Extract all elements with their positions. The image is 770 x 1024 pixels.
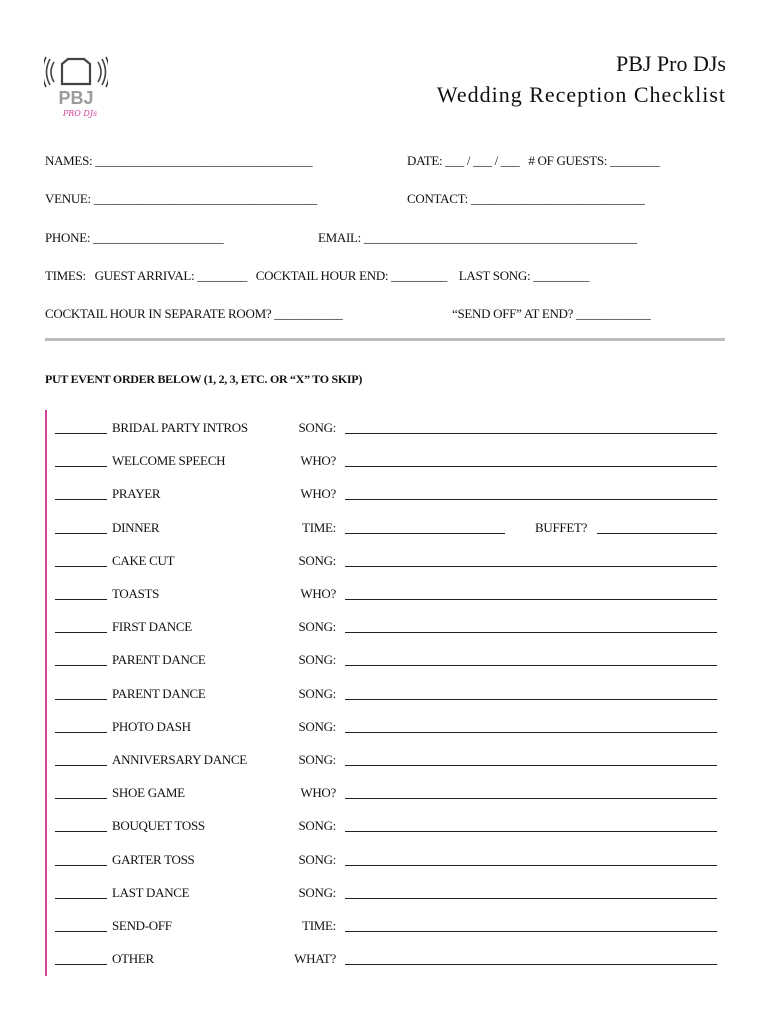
event-name: PARENT DANCE bbox=[112, 652, 206, 668]
table-row bbox=[55, 719, 717, 739]
date-guests-field[interactable]: DATE: ___ / ___ / ___ # OF GUESTS: ________ bbox=[407, 153, 660, 168]
event-order-instructions: PUT EVENT ORDER BELOW (1, 2, 3, ETC. OR “X” TO SKIP) bbox=[45, 372, 363, 386]
contact-field[interactable]: CONTACT: ____________________________ bbox=[407, 191, 645, 206]
email-field[interactable]: EMAIL: ____________________________________________ bbox=[318, 230, 637, 245]
order-input[interactable] bbox=[55, 466, 107, 467]
document-title: Wedding Reception Checklist bbox=[436, 82, 726, 107]
order-input[interactable] bbox=[55, 599, 107, 600]
event-name: FIRST DANCE bbox=[112, 619, 192, 635]
table-row bbox=[55, 752, 717, 772]
brand-name: PBJ Pro DJs bbox=[615, 51, 726, 76]
times-field[interactable]: TIMES: GUEST ARRIVAL: ________ COCKTAIL HOUR END: _________ LAST SONG: _________ bbox=[45, 268, 590, 283]
event-field-label: SONG: bbox=[298, 619, 336, 635]
event-field-label: TIME: bbox=[302, 519, 336, 535]
event-field-input[interactable] bbox=[345, 831, 717, 832]
event-field-input[interactable] bbox=[345, 931, 717, 932]
order-input[interactable] bbox=[55, 566, 107, 567]
event-field-input[interactable] bbox=[345, 765, 717, 766]
table-row bbox=[55, 520, 717, 540]
event-field-input[interactable] bbox=[345, 865, 717, 866]
event-field-label: SONG: bbox=[298, 818, 336, 834]
event-name: DINNER bbox=[112, 519, 160, 535]
order-input[interactable] bbox=[55, 931, 107, 932]
event-name: BRIDAL PARTY INTROS bbox=[112, 420, 248, 435]
table-row bbox=[55, 619, 717, 639]
table-row bbox=[55, 885, 717, 905]
event-field-label: WHO? bbox=[300, 785, 336, 801]
table-row bbox=[55, 852, 717, 872]
order-input[interactable] bbox=[55, 865, 107, 866]
event-field-label: SONG: bbox=[298, 685, 336, 701]
table-row bbox=[55, 453, 717, 473]
order-input[interactable] bbox=[55, 964, 107, 965]
event-field-label: SONG: bbox=[298, 752, 336, 767]
event-field-input[interactable] bbox=[345, 599, 717, 600]
event-field-input[interactable] bbox=[345, 699, 717, 700]
event-field-input[interactable] bbox=[345, 433, 717, 434]
svg-text:PRO DJs: PRO DJs bbox=[62, 109, 98, 118]
event-name: GARTER TOSS bbox=[112, 851, 195, 867]
event-name: BOUQUET TOSS bbox=[112, 818, 205, 834]
event-field-label: WHO? bbox=[300, 486, 336, 502]
event-name: SHOE GAME bbox=[112, 785, 185, 801]
order-input[interactable] bbox=[55, 632, 107, 633]
event-name: OTHER bbox=[112, 951, 154, 967]
event-field-input[interactable] bbox=[345, 566, 717, 567]
event-name: PHOTO DASH bbox=[112, 718, 191, 734]
event-name: CAKE CUT bbox=[112, 552, 175, 568]
venue-field[interactable]: VENUE: ____________________________________ bbox=[45, 191, 318, 206]
event-name: WELCOME SPEECH bbox=[112, 453, 226, 469]
send-off-field[interactable]: “SEND OFF” AT END? ____________ bbox=[452, 306, 651, 321]
event-field-label: SONG: bbox=[298, 420, 336, 435]
event-field-label: TIME: bbox=[302, 918, 336, 933]
names-field[interactable]: NAMES: ___________________________________ bbox=[45, 153, 313, 168]
table-row bbox=[55, 586, 717, 606]
table-row bbox=[55, 553, 717, 573]
section-divider bbox=[45, 338, 725, 341]
table-row bbox=[55, 818, 717, 838]
order-input[interactable] bbox=[55, 499, 107, 500]
event-name: TOASTS bbox=[112, 586, 160, 601]
event-name: LAST DANCE bbox=[112, 884, 190, 900]
table-row bbox=[55, 486, 717, 506]
event-name: ANNIVERSARY DANCE bbox=[112, 752, 247, 767]
order-input[interactable] bbox=[55, 798, 107, 799]
buffet-label: BUFFET? bbox=[535, 519, 588, 535]
event-field-label: SONG: bbox=[298, 718, 336, 734]
event-field-input[interactable] bbox=[345, 732, 717, 733]
event-name: SEND-OFF bbox=[112, 918, 172, 933]
order-input[interactable] bbox=[55, 831, 107, 832]
svg-text:PBJ: PBJ bbox=[58, 88, 94, 108]
event-field-input[interactable] bbox=[345, 533, 505, 534]
event-field-label: WHO? bbox=[300, 586, 336, 601]
event-field-input[interactable] bbox=[345, 466, 717, 467]
event-name: PARENT DANCE bbox=[112, 685, 206, 701]
event-field-label: SONG: bbox=[298, 884, 336, 900]
phone-field[interactable]: PHONE: _____________________ bbox=[45, 230, 224, 245]
event-field-input[interactable] bbox=[345, 632, 717, 633]
table-row bbox=[55, 785, 717, 805]
event-field-input[interactable] bbox=[345, 798, 717, 799]
brand-block bbox=[437, 50, 726, 112]
table-row bbox=[55, 652, 717, 672]
event-name: PRAYER bbox=[112, 486, 161, 502]
event-field-label: SONG: bbox=[298, 652, 336, 668]
table-row bbox=[55, 918, 717, 938]
event-field-label: WHO? bbox=[300, 453, 336, 469]
event-field-input[interactable] bbox=[345, 898, 717, 899]
event-field-input[interactable] bbox=[345, 964, 717, 965]
buffet-input[interactable] bbox=[597, 533, 717, 534]
table-row bbox=[55, 951, 717, 971]
event-field-label: WHAT? bbox=[294, 951, 336, 967]
order-input[interactable] bbox=[55, 665, 107, 666]
accent-bar bbox=[45, 410, 47, 976]
order-input[interactable] bbox=[55, 765, 107, 766]
order-input[interactable] bbox=[55, 898, 107, 899]
event-field-input[interactable] bbox=[345, 499, 717, 500]
order-input[interactable] bbox=[55, 699, 107, 700]
order-input[interactable] bbox=[55, 533, 107, 534]
table-row bbox=[55, 686, 717, 706]
cocktail-room-field[interactable]: COCKTAIL HOUR IN SEPARATE ROOM? ___________ bbox=[45, 306, 343, 321]
event-field-label: SONG: bbox=[298, 552, 336, 568]
pbj-logo bbox=[44, 50, 108, 122]
event-field-input[interactable] bbox=[345, 665, 717, 666]
event-field-label: SONG: bbox=[298, 851, 336, 867]
table-row bbox=[55, 420, 717, 440]
order-input[interactable] bbox=[55, 433, 107, 434]
order-input[interactable] bbox=[55, 732, 107, 733]
